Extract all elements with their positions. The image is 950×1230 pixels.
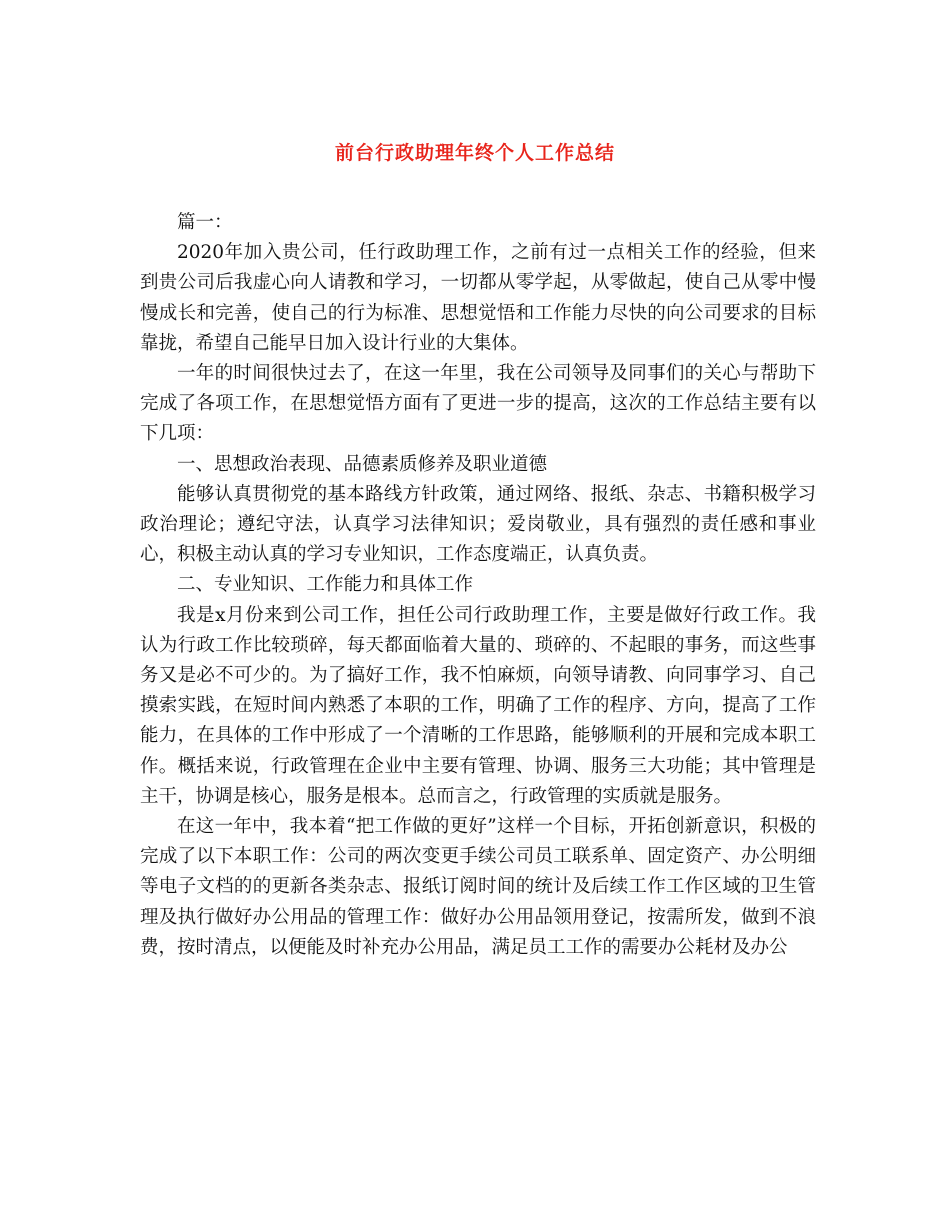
- heading-section-1: 一、思想政治表现、品德素质修养及职业道德: [177, 453, 548, 475]
- paragraph-duties: 在这一年中，我本着“把工作做的更好”这样一个目标，开拓创新意识，积极的完成了以下本职工作：公司的两次变更手续公司员工联系单、固定资产、办公明细等电子文档的的更新各类杂志、报纸订阅时间的统计及后续工作工作区域的卫生管理及执行做好办公用品的管理工作：做好办公用品领用登记，按需所发，做到不浪费，按时清点，以便能及时补充办公用品，满足员工工作的需要办公耗材及办公: [140, 816, 816, 958]
- paragraph-section-label: 篇一：: [177, 212, 233, 233]
- document-title: 前台行政助理年终个人工作总结: [334, 142, 615, 164]
- paragraph-year-summary: 一年的时间很快过去了，在这一年里，我在公司领导及同事们的关心与帮助下完成了各项工作，在思想觉悟方面有了更进一步的提高，这次的工作总结主要有以下几项：: [140, 363, 816, 445]
- heading-section-2: 二、专业知识、工作能力和具体工作: [177, 574, 474, 596]
- paragraph-intro: 2020年加入贵公司，任行政助理工作，之前有过一点相关工作的经验，但来到贵公司后我虚心向人请教和学习，一切都从零学起，从零做起，使自己从零中慢慢成长和完善，使自己的行为标准、思想觉悟和工作能力尽快的向公司要求的目标靠拢，希望自己能早日加入设计行业的大集体。: [140, 242, 816, 354]
- paragraph-work: 我是x月份来到公司工作，担任公司行政助理工作，主要是做好行政工作。我认为行政工作比较琐碎，每天都面临着大量的、琐碎的、不起眼的事务，而这些事务又是必不可少的。为了搞好工作，我不怕麻烦，向领导请教、向同事学习、自己摸索实践，在短时间内熟悉了本职的工作，明确了工作的程序、方向，提高了工作能力，在具体的工作中形成了一个清晰的工作思路，能够顺利的开展和完成本职工作。概括来说，行政管理在企业中主要有管理、协调、服务三大功能；其中管理是主干，协调是核心，服务是根本。总而言之，行政管理的实质就是服务。: [140, 604, 816, 807]
- document-body: [140, 208, 816, 963]
- paragraph-political: 能够认真贯彻党的基本路线方针政策，通过网络、报纸、杂志、书籍积极学习政治理论；遵纪守法，认真学习法律知识；爱岗敬业，具有强烈的责任感和事业心，积极主动认真的学习专业知识，工作态度端正，认真负责。: [140, 483, 816, 566]
